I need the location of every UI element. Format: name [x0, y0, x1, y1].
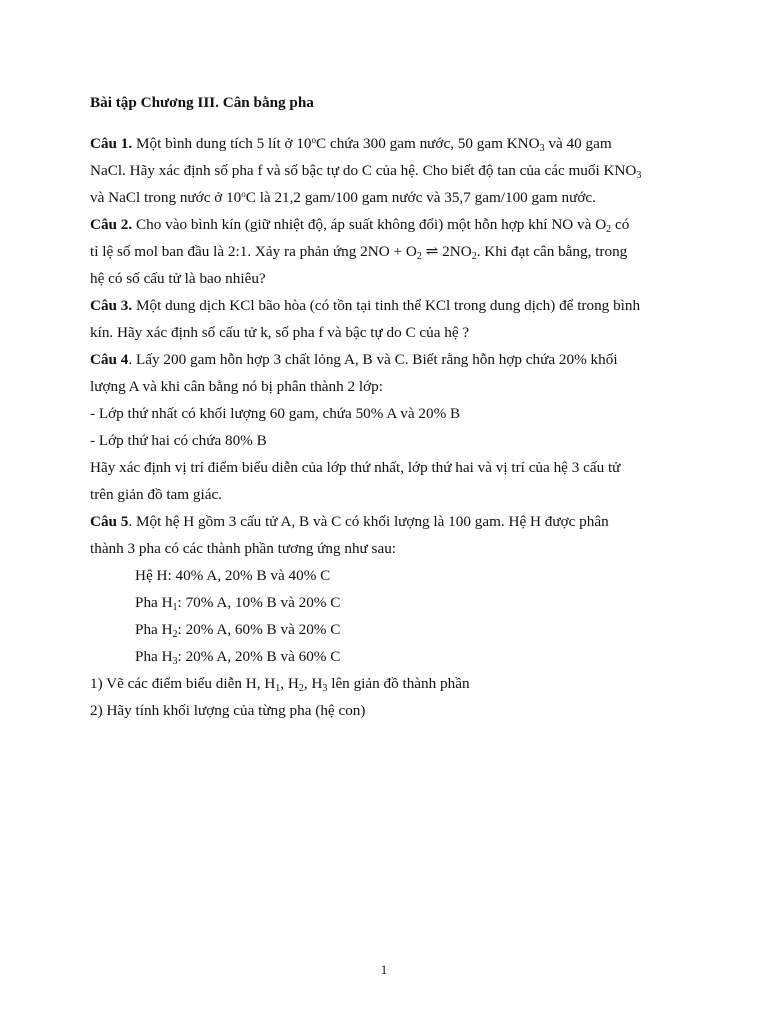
- phase-h2: Pha $H_2$: 20% A, 60% B và 20% C: [135, 621, 341, 640]
- system-h: Hệ H: 40% A, 20% B và 40% C: [135, 567, 331, 584]
- question-3: Câu 3. Một dung dịch KCl bão hòa (có tồn tại tinh thể KCl trong dung dịch) để trong bình kín. Hãy xác định số cấu tử k, số pha f và bậc tự do C của hệ ?: [90, 297, 641, 341]
- task-2: 2) Hãy tính khối lượng của từng pha (hệ con): [90, 702, 366, 719]
- document-title: Bài tập Chương III. Cân bằng pha: [90, 94, 314, 111]
- page-number: 1: [380, 962, 388, 977]
- task-1: 1) Vẽ các điểm biểu diễn H, $H_1$, $H_2$, $H_3$ lên giản đồ thành phần: [90, 675, 470, 694]
- question-4: Câu 4. Lấy 200 gam hỗn hợp 3 chất lỏng A, B và C. Biết rằng hỗn hợp chứa 20% khối lượng A và khi cân bằng nó bị phân thành 2 lớp: - Lớp thứ nhất có khối lượng 60 gam, chứa 50% A và 20% B - Lớp thứ hai có chứa 80% B Hãy xác định vị trí điểm biểu diễn của lớp thứ nhất, lớp thứ hai và vị trí của hệ 3 cấu tử trên giản đồ tam giác.: [90, 351, 621, 503]
- q5-label: Câu 5: [90, 513, 129, 530]
- q4-label: Câu 4: [90, 351, 129, 368]
- phase-h1: Pha $H_1$: 70% A, 10% B và 20% C: [135, 594, 341, 613]
- q3-label: Câu 3.: [90, 297, 133, 314]
- question-2: Câu 2. Cho vào bình kín (giữ nhiệt độ, áp suất không đổi) một hỗn hợp khí NO và $O_2$ có tỉ lệ số mol ban đầu là 2:1. Xảy ra phản ứng $2NO + O_2$ ⇌ $2NO_2$. Khi đạt cân bằng, trong hệ có số cấu tử là bao nhiêu?: [90, 216, 630, 287]
- question-5: Câu 5. Một hệ H gồm 3 cấu tử A, B và C có khối lượng là 100 gam. Hệ H được phân thành 3 pha có các thành phần tương ứng như sau: Hệ H: 40% A, 20% B và 40% C Pha $H_1$: 70% A, 10% B và 20% C Pha $H_2$: 20% A, 60% B và 20% C Pha $H_3$: 20% A, 20% B và 60% C 1) Vẽ các điểm biểu diễn H, $H_1$, $H_2$, $H_3$ lên giản đồ thành phần 2) Hãy tính khối lượng của từng pha (hệ con): [90, 508, 690, 724]
- phase-h3: Pha $H_3$: 20% A, 20% B và 60% C: [135, 648, 341, 667]
- document-body: [90, 92, 690, 724]
- question-1: Câu 1. Một bình dung tích 5 lít ở 10$^o$C chứa 300 gam nước, 50 gam $KNO_3$ và 40 gam NaCl. Hãy xác định số pha f và số bậc tự do C của hệ. Cho biết độ tan của các muối $KNO_3$ và NaCl trong nước ở 10$^o$C là 21,2 gam/100 gam nước và 35,7 gam/100 gam nước.: [90, 135, 642, 206]
- q1-label: Câu 1.: [90, 135, 133, 152]
- q2-label: Câu 2.: [90, 216, 133, 233]
